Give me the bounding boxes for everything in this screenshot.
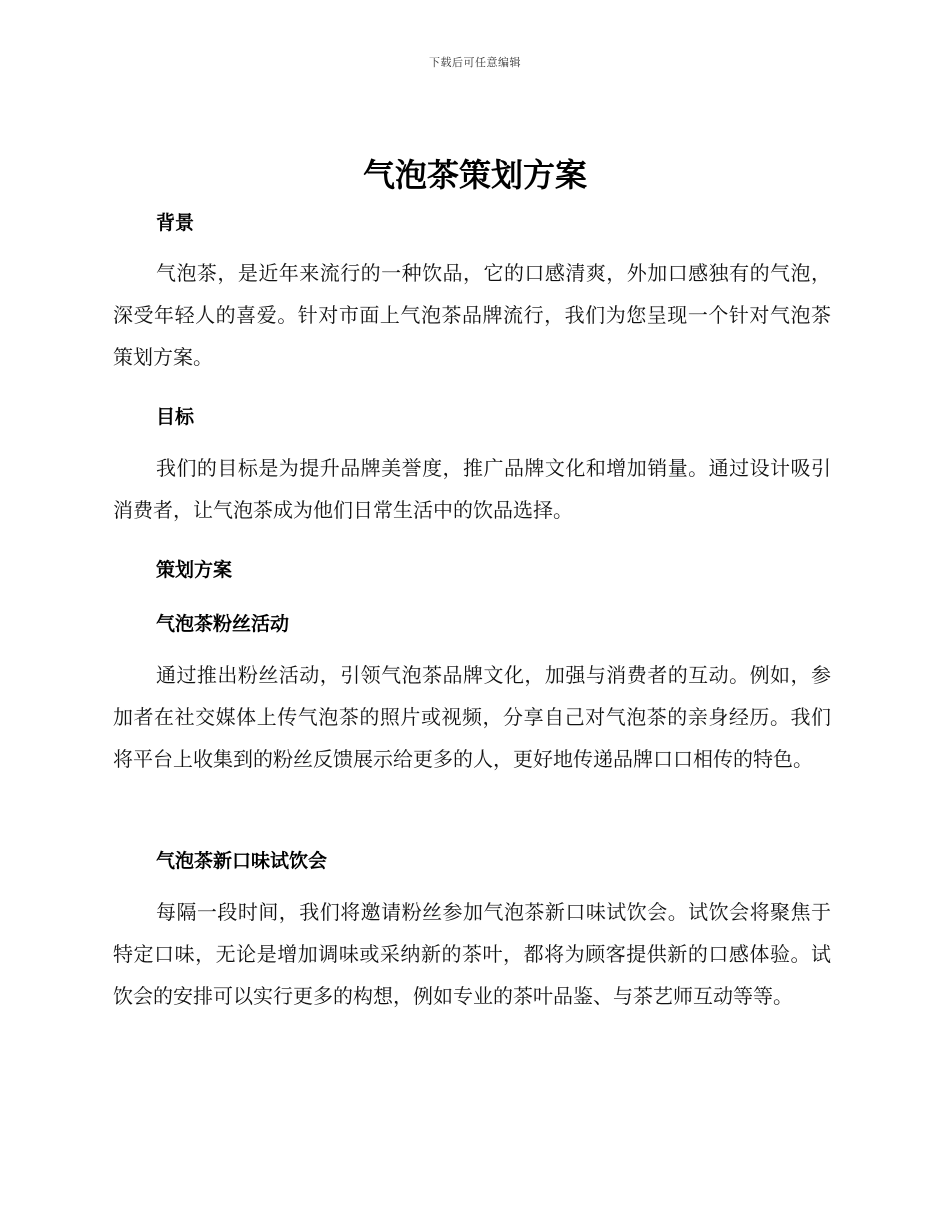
section-paragraph-tasting-event: 每隔一段时间，我们将邀请粉丝参加气泡茶新口味试饮会。试饮会将聚焦于特定口味，无论是增加调味或采纳新的茶叶，都将为顾客提供新的口感体验。试饮会的安排可以实行更多的构想，例如专业的茶叶品鉴、与茶艺师互动等等。 [113, 900, 831, 1008]
document-title: 气泡茶策划方案 [362, 156, 587, 194]
section-heading-fan-activity: 气泡茶粉丝活动 [156, 613, 290, 635]
section-paragraph-goal: 我们的目标是为提升品牌美誉度，推广品牌文化和增加销量。通过设计吸引消费者，让气泡茶成为他们日常生活中的饮品选择。 [113, 456, 831, 522]
section-heading-background: 背景 [156, 212, 195, 234]
section-paragraph-fan-activity: 通过推出粉丝活动，引领气泡茶品牌文化，加强与消费者的互动。例如，参加者在社交媒体上传气泡茶的照片或视频，分享自己对气泡茶的亲身经历。我们将平台上收集到的粉丝反馈展示给更多的人，更好地传递品牌口口相传的特色。 [113, 663, 831, 771]
section-paragraph-background: 气泡茶，是近年来流行的一种饮品，它的口感清爽，外加口感独有的气泡，深受年轻人的喜爱。针对市面上气泡茶品牌流行，我们为您呈现一个针对气泡茶策划方案。 [113, 261, 831, 369]
section-heading-goal: 目标 [156, 406, 195, 428]
section-heading-tasting-event: 气泡茶新口味试饮会 [156, 850, 328, 872]
header-note: 下载后可任意编辑 [429, 56, 521, 69]
section-heading-plan: 策划方案 [156, 559, 233, 581]
